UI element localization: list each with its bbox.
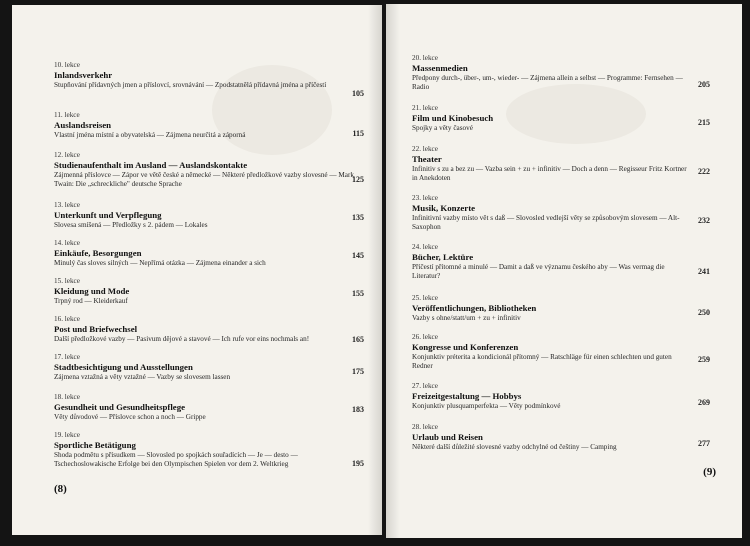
lesson-description: Některé další důležité slovesné vazby odchylné od češtiny — Camping [412, 442, 617, 451]
lesson-description: Vlastní jména místní a obyvatelská — Zájmena neurčitá a záporná [54, 130, 246, 139]
lesson-number: 18. lekce [54, 393, 80, 401]
lesson-number: 13. lekce [54, 201, 80, 209]
lesson-description: Infinitiv s zu a bez zu — Vazba sein + zu + infinitiv — Doch a denn — Regisseur Fritz Kortner in Anekdoten [412, 164, 687, 182]
gutter-shadow [368, 5, 382, 535]
lesson-description: Zájmena vztažná a věty vztažné — Vazby se slovesem lassen [54, 372, 231, 381]
toc-entry-16 [54, 315, 364, 344]
toc-entry-20 [412, 54, 710, 93]
lesson-number: 19. lekce [54, 431, 80, 439]
toc-entry-19 [54, 431, 364, 470]
lesson-number: 28. lekce [412, 423, 438, 431]
lesson-number: 26. lekce [412, 333, 438, 341]
lesson-title: Theater [412, 154, 442, 164]
lesson-title: Einkäufe, Besorgungen [54, 248, 142, 258]
lesson-number: 11. lekce [54, 111, 80, 119]
lesson-number: 27. lekce [412, 382, 438, 390]
lesson-number: 15. lekce [54, 277, 80, 285]
lesson-page-number: 135 [352, 213, 364, 222]
lesson-number: 22. lekce [412, 145, 438, 153]
lesson-number: 14. lekce [54, 239, 80, 247]
toc-entry-28 [412, 423, 710, 452]
lesson-title: Post und Briefwechsel [54, 324, 138, 334]
lesson-page-number: 269 [698, 398, 710, 407]
lesson-number: 17. lekce [54, 353, 80, 361]
lesson-description: Slovesa smíšená — Předložky s 2. pádem — Lokales [54, 220, 208, 229]
lesson-page-number: 232 [698, 216, 710, 225]
lesson-description: Trpný rod — Kleiderkauf [54, 296, 128, 305]
lesson-number: 20. lekce [412, 54, 438, 62]
toc-entry-11 [54, 111, 364, 140]
lesson-page-number: 277 [698, 439, 710, 448]
lesson-title: Studienaufenthalt im Ausland — Auslandskontakte [54, 160, 248, 170]
right-page [386, 4, 742, 538]
page-folio: (9) [703, 466, 716, 478]
lesson-description: Věty důvodové — Příslovce schon a noch — Grippe [54, 412, 206, 421]
lesson-page-number: 155 [352, 289, 364, 298]
lesson-title: Kongresse und Konferenzen [412, 342, 519, 352]
gutter-shadow [386, 4, 400, 538]
lesson-number: 16. lekce [54, 315, 80, 323]
lesson-description: Konjunktiv plusquamperfekta — Věty podmínkové [412, 401, 561, 410]
toc-entry-25 [412, 294, 710, 323]
toc-entry-14 [54, 239, 364, 268]
toc-entry-23 [412, 194, 710, 233]
toc-entry-22 [412, 145, 710, 184]
toc-entry-10 [54, 61, 364, 98]
lesson-description: Vazby s ohne/statt/um + zu + infinitiv [412, 313, 521, 322]
lesson-title: Massenmedien [412, 63, 468, 73]
lesson-page-number: 205 [698, 80, 710, 89]
lesson-title: Urlaub und Reisen [412, 432, 483, 442]
toc-entry-21 [412, 104, 710, 133]
lesson-description: Předpony durch-, über-, um-, wieder- — Zájmena allein a selbst — Programme: Fernsehen — Radio [412, 73, 683, 91]
lesson-page-number: 259 [698, 355, 710, 364]
lesson-title: Musik, Konzerte [412, 203, 476, 213]
lesson-page-number: 165 [352, 335, 364, 344]
lesson-title: Gesundheit und Gesundheitspflege [54, 402, 186, 412]
lesson-title: Kleidung und Mode [54, 286, 130, 296]
toc-entry-15 [54, 277, 364, 306]
lesson-page-number: 183 [352, 405, 364, 414]
lesson-description: Spojky a věty časové [412, 123, 473, 132]
toc-entry-26 [412, 333, 710, 372]
toc-entry-12 [54, 151, 364, 190]
lesson-description: Další předložkové vazby — Pasivum dějové a stavové — Ich rufe vor eins nochmals an! [54, 334, 310, 343]
lesson-page-number: 105 [352, 89, 364, 98]
lesson-description: Příčestí přítomné a minulé — Damit a daß ve významu českého aby — Was vermag die Literatur? [412, 262, 665, 280]
lesson-description: Shoda podmětu s přísudkem — Slovosled po spojkách souřadících — Je — desto — Tschechoslowakische Erfolge bei den Olympischen Spielen vor dem 2. Weltkrieg [54, 450, 298, 468]
lesson-page-number: 175 [352, 367, 364, 376]
lesson-title: Freizeitgestaltung — Hobbys [412, 391, 522, 401]
lesson-description: Zájmenná příslovce — Zápor ve větě české a německé — Některé předložkové vazby slovesné — Mark Twain: Die „schreckliche" deutsche Sprache [54, 170, 354, 188]
lesson-page-number: 222 [698, 167, 710, 176]
toc-entry-18 [54, 393, 364, 422]
lesson-title: Inlandsverkehr [54, 70, 113, 80]
lesson-page-number: 115 [352, 129, 364, 138]
lesson-page-number: 195 [352, 459, 364, 468]
lesson-number: 25. lekce [412, 294, 438, 302]
lesson-page-number: 145 [352, 251, 364, 260]
lesson-page-number: 125 [352, 175, 364, 184]
lesson-description: Minulý čas sloves silných — Nepřímá otázka — Zájmena einander a sich [54, 258, 266, 267]
lesson-title: Stadtbesichtigung und Ausstellungen [54, 362, 193, 372]
lesson-description: Stupňování přídavných jmen a příslovcí, srovnávání — Zpodstatnělá přídavná jména a příčestí [54, 80, 327, 89]
lesson-description: Infinitivní vazby místo vět s daß — Slovosled vedlejší věty se způsobovým slovesem — Alt-Saxophon [412, 213, 680, 231]
lesson-description: Konjunktiv préterita a kondicionál přítomný — Ratschläge für einen schlechten und guten Redner [412, 352, 672, 370]
lesson-title: Veröffentlichungen, Bibliotheken [412, 303, 537, 313]
lesson-title: Sportliche Betätigung [54, 440, 136, 450]
lesson-number: 24. lekce [412, 243, 438, 251]
lesson-page-number: 215 [698, 118, 710, 127]
toc-entry-17 [54, 353, 364, 382]
lesson-number: 10. lekce [54, 61, 80, 69]
lesson-title: Auslandsreisen [54, 120, 112, 130]
lesson-title: Bücher, Lektüre [412, 252, 474, 262]
toc-entry-13 [54, 201, 364, 230]
left-page [12, 5, 382, 535]
lesson-page-number: 250 [698, 308, 710, 317]
lesson-title: Unterkunft und Verpflegung [54, 210, 162, 220]
lesson-number: 21. lekce [412, 104, 438, 112]
page-folio: (8) [54, 483, 67, 495]
lesson-page-number: 241 [698, 267, 710, 276]
lesson-title: Film und Kinobesuch [412, 113, 494, 123]
toc-entry-24 [412, 243, 710, 282]
lesson-number: 12. lekce [54, 151, 80, 159]
lesson-number: 23. lekce [412, 194, 438, 202]
toc-entry-27 [412, 382, 710, 411]
